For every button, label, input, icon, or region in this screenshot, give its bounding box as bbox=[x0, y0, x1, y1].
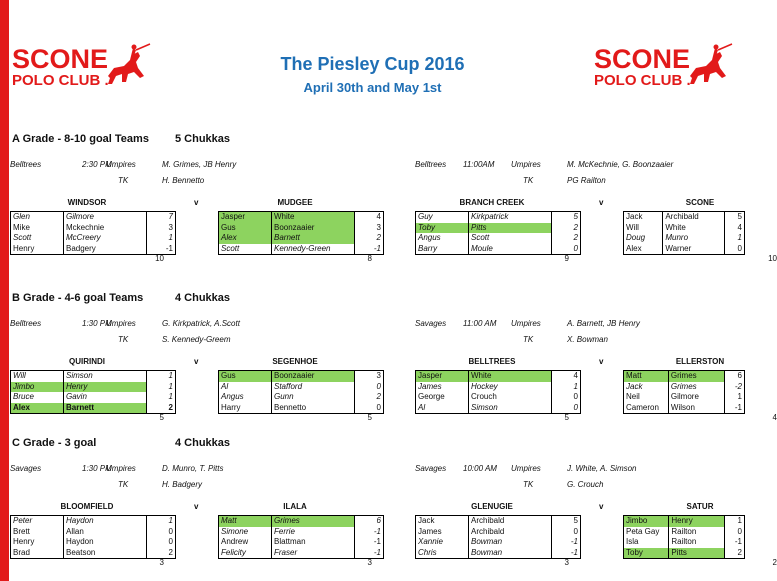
team-name: MUDGEE bbox=[277, 198, 313, 207]
player-handicap: 2 bbox=[147, 548, 176, 559]
player-handicap: 1 bbox=[725, 392, 745, 403]
player-first-name: Harry bbox=[219, 403, 272, 414]
umpires-names: A. Barnett, JB Henry bbox=[567, 319, 640, 328]
player-last-name: Scott bbox=[469, 233, 552, 244]
team-roster-table bbox=[218, 211, 384, 255]
player-row bbox=[11, 403, 176, 414]
player-handicap: 0 bbox=[552, 392, 581, 403]
player-row bbox=[11, 212, 176, 223]
team-name: ELLERSTON bbox=[675, 357, 725, 366]
versus-label: v bbox=[599, 357, 604, 366]
player-last-name: Barnett bbox=[272, 233, 355, 244]
player-row bbox=[11, 223, 176, 234]
tk-label: TK bbox=[118, 176, 129, 185]
player-first-name: Jasper bbox=[219, 212, 272, 223]
player-handicap: 1 bbox=[147, 516, 176, 527]
player-last-name: Allan bbox=[64, 527, 147, 538]
player-row bbox=[219, 233, 384, 244]
player-handicap: 4 bbox=[355, 212, 384, 223]
player-handicap: -1 bbox=[355, 537, 384, 548]
player-first-name: Isla bbox=[624, 537, 669, 548]
player-handicap: 2 bbox=[552, 233, 581, 244]
player-first-name: Jack bbox=[624, 212, 663, 223]
player-last-name: Gilmore bbox=[64, 212, 147, 223]
versus-label: v bbox=[599, 198, 604, 207]
player-first-name: Brett bbox=[11, 527, 64, 538]
team-total-handicap: 3 bbox=[159, 558, 164, 567]
match-time: 2:30 PM bbox=[82, 160, 112, 169]
player-row bbox=[219, 244, 384, 255]
umpires-label: Umpires bbox=[511, 319, 541, 328]
team-roster-table bbox=[10, 370, 176, 414]
page-title: The Piesley Cup 2016 bbox=[280, 54, 465, 74]
player-first-name: Peter bbox=[11, 516, 64, 527]
player-last-name: Boonzaaier bbox=[272, 371, 355, 382]
player-first-name: Scott bbox=[11, 233, 64, 244]
player-first-name: Jimbo bbox=[11, 382, 64, 393]
team-total-handicap: 3 bbox=[564, 558, 569, 567]
player-row bbox=[624, 382, 745, 393]
player-handicap: 2 bbox=[147, 403, 176, 414]
player-row bbox=[219, 537, 384, 548]
player-first-name: Guy bbox=[416, 212, 469, 223]
player-first-name: James bbox=[416, 527, 469, 538]
player-row bbox=[219, 212, 384, 223]
player-first-name: George bbox=[416, 392, 469, 403]
timekeeper-name: H. Bennetto bbox=[162, 176, 205, 185]
umpires-names: J. White, A. Simson bbox=[567, 464, 637, 473]
timekeeper-name: PG Railton bbox=[567, 176, 606, 185]
player-row bbox=[416, 516, 581, 527]
player-first-name: Gus bbox=[219, 371, 272, 382]
player-row bbox=[11, 244, 176, 255]
player-last-name: Simson bbox=[469, 403, 552, 414]
player-last-name: Blattman bbox=[272, 537, 355, 548]
player-last-name: Bowman bbox=[469, 548, 552, 559]
player-row bbox=[219, 527, 384, 538]
player-handicap: 6 bbox=[355, 516, 384, 527]
player-row bbox=[416, 548, 581, 559]
player-handicap: -1 bbox=[724, 537, 744, 548]
player-handicap: 1 bbox=[147, 371, 176, 382]
player-handicap: 2 bbox=[552, 223, 581, 234]
player-row bbox=[11, 548, 176, 559]
player-last-name: Fraser bbox=[272, 548, 355, 559]
player-first-name: Bruce bbox=[11, 392, 64, 403]
player-handicap: 1 bbox=[725, 233, 745, 244]
player-last-name: Haydon bbox=[64, 516, 147, 527]
player-handicap: 2 bbox=[724, 548, 744, 559]
venue: Savages bbox=[10, 464, 42, 473]
player-handicap: 0 bbox=[552, 244, 581, 255]
team-roster-table bbox=[623, 370, 745, 414]
player-handicap: -1 bbox=[355, 244, 384, 255]
team-roster-table bbox=[623, 211, 745, 255]
team-roster-table bbox=[623, 515, 745, 559]
player-last-name: Wilson bbox=[668, 403, 724, 414]
tk-label: TK bbox=[523, 335, 534, 344]
venue: Belltrees bbox=[10, 319, 42, 328]
player-first-name: Angus bbox=[416, 233, 469, 244]
player-first-name: Chris bbox=[416, 548, 469, 559]
venue: Savages bbox=[415, 464, 447, 473]
player-first-name: Glen bbox=[11, 212, 64, 223]
player-last-name: Gunn bbox=[272, 392, 355, 403]
player-last-name: Warner bbox=[663, 244, 725, 255]
player-last-name: Mckechnie bbox=[64, 223, 147, 234]
player-last-name: Henry bbox=[669, 516, 724, 527]
player-row bbox=[416, 223, 581, 234]
tk-label: TK bbox=[118, 480, 129, 489]
player-first-name: Will bbox=[624, 223, 663, 234]
player-last-name: Grimes bbox=[668, 371, 724, 382]
match-time: 1:30 PM bbox=[82, 319, 112, 328]
venue: Belltrees bbox=[10, 160, 42, 169]
player-row bbox=[219, 223, 384, 234]
player-last-name: Hockey bbox=[469, 382, 552, 393]
player-row bbox=[624, 223, 745, 234]
player-handicap: -1 bbox=[355, 527, 384, 538]
player-handicap: 0 bbox=[355, 382, 384, 393]
player-handicap: -1 bbox=[355, 548, 384, 559]
player-last-name: Archibald bbox=[469, 527, 552, 538]
player-last-name: Haydon bbox=[64, 537, 147, 548]
player-row bbox=[416, 403, 581, 414]
player-handicap: 3 bbox=[355, 371, 384, 382]
logo-text-polo-club: POLO CLUB . bbox=[594, 72, 691, 89]
umpires-names: G. Kirkpatrick, A.Scott bbox=[162, 319, 240, 328]
venue: Savages bbox=[415, 319, 447, 328]
player-handicap: 3 bbox=[355, 223, 384, 234]
player-first-name: Al bbox=[416, 403, 469, 414]
player-first-name: Felicity bbox=[219, 548, 272, 559]
player-handicap: 4 bbox=[552, 371, 581, 382]
player-first-name: Neil bbox=[624, 392, 669, 403]
player-last-name: Archibald bbox=[663, 212, 725, 223]
player-last-name: Railton bbox=[669, 527, 724, 538]
team-name: ILALA bbox=[283, 502, 307, 511]
player-last-name: Henry bbox=[64, 382, 147, 393]
team-roster-table bbox=[10, 211, 176, 255]
player-handicap: -2 bbox=[725, 382, 745, 393]
player-row bbox=[11, 382, 176, 393]
player-handicap: 0 bbox=[552, 527, 581, 538]
event-dates: April 30th and May 1st bbox=[303, 80, 442, 95]
team-name: SEGENHOE bbox=[272, 357, 318, 366]
player-last-name: Barnett bbox=[64, 403, 147, 414]
player-first-name: James bbox=[416, 382, 469, 393]
timekeeper-name: G. Crouch bbox=[567, 480, 604, 489]
player-row bbox=[219, 382, 384, 393]
team-name: BLOOMFIELD bbox=[60, 502, 114, 511]
player-handicap: 1 bbox=[147, 392, 176, 403]
player-handicap: -1 bbox=[552, 537, 581, 548]
player-last-name: Archibald bbox=[469, 516, 552, 527]
player-handicap: -1 bbox=[725, 403, 745, 414]
player-first-name: Toby bbox=[416, 223, 469, 234]
player-last-name: Pitts bbox=[469, 223, 552, 234]
umpires-label: Umpires bbox=[106, 319, 136, 328]
team-name: QUIRINDI bbox=[69, 357, 105, 366]
match-time: 11:00AM bbox=[463, 160, 495, 169]
player-row bbox=[11, 537, 176, 548]
match-time: 10:00 AM bbox=[463, 464, 497, 473]
player-last-name: Gavin bbox=[64, 392, 147, 403]
match-time: 1:30 PM bbox=[82, 464, 112, 473]
player-first-name: Jimbo bbox=[624, 516, 669, 527]
umpires-label: Umpires bbox=[106, 464, 136, 473]
player-first-name: Jack bbox=[624, 382, 669, 393]
player-handicap: 5 bbox=[725, 212, 745, 223]
player-row bbox=[624, 233, 745, 244]
player-last-name: Ferrie bbox=[272, 527, 355, 538]
timekeeper-name: X. Bowman bbox=[567, 335, 608, 344]
team-roster-table bbox=[415, 370, 581, 414]
player-handicap: 7 bbox=[147, 212, 176, 223]
player-row bbox=[219, 516, 384, 527]
logo-text-scone: SCONE bbox=[594, 44, 691, 74]
grade-heading: B Grade - 4-6 goal Teams bbox=[12, 292, 144, 304]
grade-heading: C Grade - 3 goal bbox=[12, 437, 97, 449]
player-row bbox=[416, 382, 581, 393]
player-handicap: 5 bbox=[552, 516, 581, 527]
player-last-name: White bbox=[272, 212, 355, 223]
player-row bbox=[219, 392, 384, 403]
logo-text-scone: SCONE bbox=[12, 44, 109, 74]
player-last-name: Grimes bbox=[668, 382, 724, 393]
grade-heading: A Grade - 8-10 goal Teams bbox=[12, 133, 149, 145]
player-last-name: Stafford bbox=[272, 382, 355, 393]
match-time: 11:00 AM bbox=[463, 319, 497, 328]
umpires-label: Umpires bbox=[106, 160, 136, 169]
team-total-handicap: 8 bbox=[367, 254, 372, 263]
player-last-name: Badgery bbox=[64, 244, 147, 255]
tk-label: TK bbox=[523, 480, 534, 489]
player-row bbox=[416, 527, 581, 538]
team-name: GLENUGIE bbox=[471, 502, 513, 511]
player-last-name: Gilmore bbox=[668, 392, 724, 403]
team-name: WINDSOR bbox=[67, 198, 107, 207]
player-handicap: 3 bbox=[147, 223, 176, 234]
team-roster-table bbox=[415, 515, 581, 559]
player-handicap: 4 bbox=[725, 223, 745, 234]
team-total-handicap: 10 bbox=[155, 254, 164, 263]
player-row bbox=[624, 212, 745, 223]
player-row bbox=[416, 392, 581, 403]
player-first-name: Henry bbox=[11, 537, 64, 548]
player-handicap: 0 bbox=[724, 527, 744, 538]
player-first-name: Matt bbox=[219, 516, 272, 527]
player-first-name: Alex bbox=[11, 403, 64, 414]
player-handicap: 2 bbox=[355, 392, 384, 403]
player-handicap: -1 bbox=[552, 548, 581, 559]
player-handicap: 0 bbox=[725, 244, 745, 255]
player-first-name: Toby bbox=[624, 548, 669, 559]
player-row bbox=[624, 392, 745, 403]
player-first-name: Scott bbox=[219, 244, 272, 255]
player-row bbox=[219, 371, 384, 382]
versus-label: v bbox=[194, 357, 199, 366]
player-handicap: 0 bbox=[355, 403, 384, 414]
player-first-name: Cameron bbox=[624, 403, 669, 414]
player-first-name: Simone bbox=[219, 527, 272, 538]
player-first-name: Peta Gay bbox=[624, 527, 669, 538]
player-last-name: Beatson bbox=[64, 548, 147, 559]
player-row bbox=[416, 244, 581, 255]
player-first-name: Barry bbox=[416, 244, 469, 255]
player-first-name: Andrew bbox=[219, 537, 272, 548]
player-row bbox=[416, 537, 581, 548]
player-row bbox=[219, 403, 384, 414]
player-last-name: Railton bbox=[669, 537, 724, 548]
umpires-names: M. Grimes, JB Henry bbox=[162, 160, 237, 169]
player-last-name: Kennedy-Green bbox=[272, 244, 355, 255]
player-handicap: 5 bbox=[552, 212, 581, 223]
player-last-name: Grimes bbox=[272, 516, 355, 527]
player-last-name: Pitts bbox=[669, 548, 724, 559]
player-first-name: Al bbox=[219, 382, 272, 393]
player-first-name: Doug bbox=[624, 233, 663, 244]
player-last-name: Crouch bbox=[469, 392, 552, 403]
player-row bbox=[11, 527, 176, 538]
player-first-name: Angus bbox=[219, 392, 272, 403]
team-total-handicap: 10 bbox=[768, 254, 777, 263]
player-handicap: -1 bbox=[147, 244, 176, 255]
umpires-label: Umpires bbox=[511, 464, 541, 473]
team-roster-table bbox=[415, 211, 581, 255]
player-last-name: Kirkpatrick bbox=[469, 212, 552, 223]
player-first-name: Alex bbox=[624, 244, 663, 255]
team-total-handicap: 3 bbox=[367, 558, 372, 567]
player-last-name: White bbox=[663, 223, 725, 234]
player-row bbox=[11, 371, 176, 382]
player-last-name: Moule bbox=[469, 244, 552, 255]
player-row bbox=[624, 548, 745, 559]
team-total-handicap: 4 bbox=[772, 413, 777, 422]
umpires-names: M. McKechnie, G. Boonzaaier bbox=[567, 160, 674, 169]
tk-label: TK bbox=[118, 335, 129, 344]
umpires-names: D. Munro, T. Pitts bbox=[162, 464, 224, 473]
player-row bbox=[624, 527, 745, 538]
player-first-name: Alex bbox=[219, 233, 272, 244]
player-first-name: Will bbox=[11, 371, 64, 382]
player-row bbox=[11, 233, 176, 244]
team-roster-table bbox=[218, 370, 384, 414]
player-row bbox=[11, 516, 176, 527]
player-handicap: 6 bbox=[725, 371, 745, 382]
team-total-handicap: 2 bbox=[772, 558, 777, 567]
player-row bbox=[624, 403, 745, 414]
team-roster-table bbox=[218, 515, 384, 559]
team-name: BELLTREES bbox=[468, 357, 516, 366]
player-last-name: Bennetto bbox=[272, 403, 355, 414]
player-row bbox=[11, 392, 176, 403]
player-handicap: 2 bbox=[355, 233, 384, 244]
player-handicap: 0 bbox=[552, 403, 581, 414]
player-handicap: 1 bbox=[724, 516, 744, 527]
player-last-name: Bowman bbox=[469, 537, 552, 548]
player-row bbox=[416, 212, 581, 223]
team-total-handicap: 5 bbox=[159, 413, 164, 422]
player-last-name: White bbox=[469, 371, 552, 382]
player-handicap: 1 bbox=[147, 233, 176, 244]
player-first-name: Matt bbox=[624, 371, 669, 382]
player-row bbox=[416, 371, 581, 382]
player-last-name: McCreery bbox=[64, 233, 147, 244]
team-total-handicap: 5 bbox=[367, 413, 372, 422]
versus-label: v bbox=[194, 198, 199, 207]
player-first-name: Mike bbox=[11, 223, 64, 234]
player-row bbox=[416, 233, 581, 244]
team-name: SCONE bbox=[685, 198, 715, 207]
umpires-label: Umpires bbox=[511, 160, 541, 169]
player-first-name: Jack bbox=[416, 516, 469, 527]
player-handicap: 0 bbox=[147, 537, 176, 548]
player-last-name: Boonzaaier bbox=[272, 223, 355, 234]
chukkas-label: 5 Chukkas bbox=[175, 133, 231, 145]
player-handicap: 0 bbox=[147, 527, 176, 538]
chukkas-label: 4 Chukkas bbox=[175, 292, 231, 304]
player-first-name: Henry bbox=[11, 244, 64, 255]
player-row bbox=[624, 244, 745, 255]
player-first-name: Jasper bbox=[416, 371, 469, 382]
versus-label: v bbox=[599, 502, 604, 511]
team-name: SATUR bbox=[686, 502, 714, 511]
player-first-name: Xannie bbox=[416, 537, 469, 548]
team-roster-table bbox=[10, 515, 176, 559]
timekeeper-name: H. Badgery bbox=[162, 480, 203, 489]
player-last-name: Munro bbox=[663, 233, 725, 244]
player-first-name: Gus bbox=[219, 223, 272, 234]
player-handicap: 1 bbox=[552, 382, 581, 393]
player-last-name: Simson bbox=[64, 371, 147, 382]
tk-label: TK bbox=[523, 176, 534, 185]
player-row bbox=[219, 548, 384, 559]
logo-text-polo-club: POLO CLUB . bbox=[12, 72, 109, 89]
team-name: BRANCH CREEK bbox=[459, 198, 525, 207]
player-row bbox=[624, 537, 745, 548]
versus-label: v bbox=[194, 502, 199, 511]
team-total-handicap: 5 bbox=[564, 413, 569, 422]
player-row bbox=[624, 516, 745, 527]
team-total-handicap: 9 bbox=[564, 254, 569, 263]
timekeeper-name: S. Kennedy-Greem bbox=[162, 335, 231, 344]
player-first-name: Brad bbox=[11, 548, 64, 559]
player-row bbox=[624, 371, 745, 382]
venue: Belltrees bbox=[415, 160, 447, 169]
chukkas-label: 4 Chukkas bbox=[175, 437, 231, 449]
player-handicap: 1 bbox=[147, 382, 176, 393]
